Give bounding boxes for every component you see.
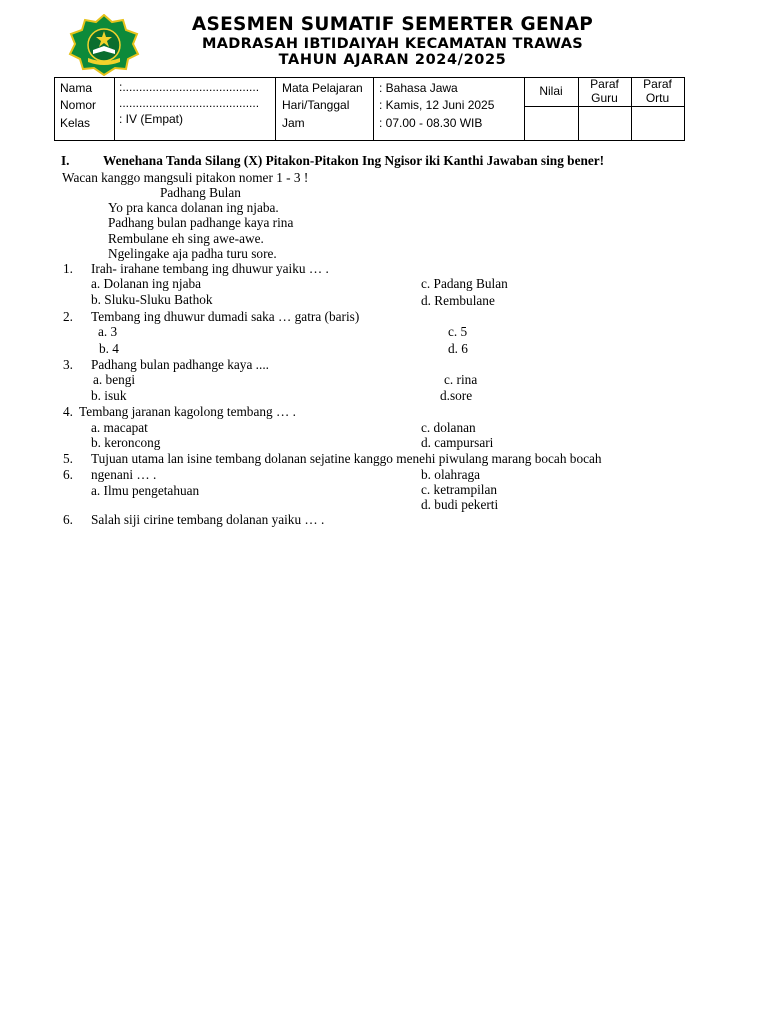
academic-year: TAHUN AJARAN 2024/2025 [278,52,507,68]
kelas-label: Kelas [60,116,91,130]
option-a[interactable]: a. 3 [98,324,118,339]
option-b[interactable]: b. olahraga [421,467,481,482]
paraf-ortu-label-2: Ortu [645,91,670,105]
song-title: Padhang Bulan [160,185,241,200]
question-number: 4. [63,404,73,419]
hari-label: Hari/Tanggal [282,98,350,112]
nomor-label: Nomor [60,98,97,112]
option-a[interactable]: a. Dolanan ing njaba [91,276,202,291]
question-number: 5. [63,451,73,466]
option-c[interactable]: c. 5 [448,324,468,339]
paraf-ortu-label-1: Paraf [643,77,672,91]
question-text: Tujuan utama lan isine tembang dolanan sejatine kanggo menehi piwulang marang bocah bocah [91,451,602,466]
question-number: 1. [63,261,73,276]
option-a[interactable]: a. bengi [93,372,136,387]
option-a[interactable]: a. macapat [91,420,148,435]
mapel-label: Mata Pelajaran [282,81,363,95]
kelas-value: : IV (Empat) [119,112,184,126]
paraf-guru-label-2: Guru [591,91,618,105]
jam-value: : 07.00 - 08.30 WIB [379,116,483,130]
song-line: Rembulane eh sing awe-awe. [108,231,264,246]
song-line: Yo pra kanca dolanan ing njaba. [108,200,279,215]
mapel-value: : Bahasa Jawa [379,81,458,95]
nilai-label: Nilai [539,84,563,98]
nama-field[interactable]: :......................................... [119,80,260,94]
question-number: 6. [63,467,73,482]
option-b[interactable]: b. keroncong [91,435,161,450]
option-d[interactable]: d. Rembulane [421,293,495,308]
exam-title: ASESMEN SUMATIF SEMERTER GENAP [191,14,594,35]
song-line: Padhang bulan padhange kaya rina [108,215,294,230]
option-d[interactable]: d. campursari [421,435,494,450]
student-info-table [54,77,685,141]
option-b[interactable]: b. Sluku-Sluku Bathok [91,292,213,307]
question-text: Salah siji cirine tembang dolanan yaiku … . [91,512,325,527]
song-line: Ngelingake aja padha turu sore. [108,246,277,261]
question-text: ngenani … . [91,467,157,482]
question-text: Tembang jaranan kagolong tembang … . [79,404,296,419]
jam-label: Jam [282,116,305,130]
kemenag-logo [66,14,142,76]
option-d[interactable]: d. budi pekerti [421,497,499,512]
section-instruction: Wenehana Tanda Silang (X) Pitakon-Pitakon Ing Ngisor iki Kanthi Jawaban sing bener! [103,153,605,168]
question-text: Padhang bulan padhange kaya .... [91,357,269,372]
option-c[interactable]: c. Padang Bulan [421,276,508,291]
option-c[interactable]: c. dolanan [421,420,476,435]
question-number: 2. [63,309,73,324]
reading-intro: Wacan kanggo mangsuli pitakon nomer 1 - 3 ! [62,170,309,185]
nomor-field[interactable]: .......................................... [119,96,260,110]
question-number: 3. [63,357,73,372]
question-text: Irah- irahane tembang ing dhuwur yaiku … . [91,261,329,276]
nama-label: Nama [60,81,93,95]
option-b[interactable]: b. isuk [91,388,127,403]
option-d[interactable]: d.sore [440,388,473,403]
school-name: MADRASAH IBTIDAIYAH KECAMATAN TRAWAS [202,36,583,52]
option-c[interactable]: c. rina [444,372,478,387]
question-number: 6. [63,512,73,527]
question-text: Tembang ing dhuwur dumadi saka … gatra (baris) [91,309,360,324]
option-d[interactable]: d. 6 [448,341,468,356]
section-number: I. [61,153,70,168]
option-b[interactable]: b. 4 [99,341,119,356]
paraf-guru-label-1: Paraf [590,77,619,91]
option-a[interactable]: a. Ilmu pengetahuan [91,483,200,498]
hari-value: : Kamis, 12 Juni 2025 [379,98,495,112]
option-c[interactable]: c. ketrampilan [421,482,498,497]
